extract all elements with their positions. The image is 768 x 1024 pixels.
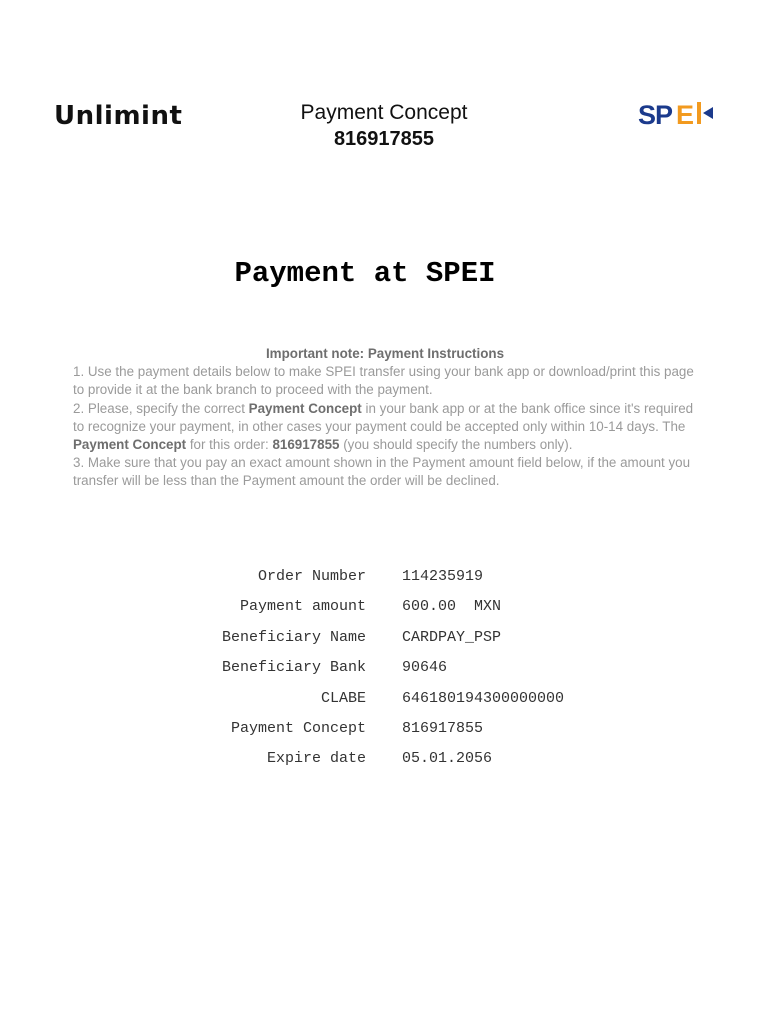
detail-row-beneficiary-bank bbox=[0, 653, 768, 683]
detail-value: 600.00 MXN bbox=[402, 598, 502, 616]
detail-value: CARDPAY_PSP bbox=[402, 628, 502, 646]
detail-row-payment-amount bbox=[0, 592, 768, 622]
instruction-step-2: 2. Please, specify the correct Payment Concept in your bank app or at the bank office since it's required to recognize your payment, in other cases your payment could be accepted only within 10-14 days. The Payment Concept for this order: 816917855 (you should specify the numbers only). bbox=[73, 400, 694, 453]
detail-label: Expire date bbox=[266, 750, 366, 768]
payment-concept-number: 816917855 bbox=[333, 128, 435, 150]
detail-value: 05.01.2056 bbox=[402, 750, 493, 768]
detail-value: 646180194300000000 bbox=[402, 689, 565, 707]
payment-concept-label: Payment Concept bbox=[300, 101, 468, 124]
unlimint-logo: Unlimint bbox=[54, 101, 183, 131]
detail-row-expire-date bbox=[0, 744, 768, 774]
detail-label: CLABE bbox=[320, 689, 366, 707]
detail-label: Payment Concept bbox=[230, 719, 366, 737]
detail-label: Payment amount bbox=[239, 598, 366, 616]
detail-row-order-number bbox=[0, 562, 768, 592]
page-title: Payment at SPEI bbox=[234, 257, 496, 290]
svg-text:E: E bbox=[676, 100, 695, 128]
spei-logo bbox=[638, 100, 718, 128]
detail-label: Beneficiary Name bbox=[221, 628, 366, 646]
instructions-title: Important note: Payment Instructions bbox=[265, 346, 505, 361]
detail-row-beneficiary-name bbox=[0, 623, 768, 653]
detail-row-clabe bbox=[0, 684, 768, 714]
payment-instructions bbox=[73, 345, 697, 491]
instruction-step-3: 3. Make sure that you pay an exact amount shown in the Payment amount field below, if the amount you transfer will be less than the Payment amount the order will be declined. bbox=[73, 455, 691, 489]
svg-text:SP: SP bbox=[638, 100, 673, 128]
detail-label: Order Number bbox=[257, 568, 366, 585]
payment-concept-header bbox=[234, 100, 534, 152]
detail-label: Beneficiary Bank bbox=[221, 659, 366, 677]
detail-row-payment-concept bbox=[0, 714, 768, 744]
payment-details-table bbox=[0, 562, 768, 775]
detail-value: 114235919 bbox=[402, 568, 484, 585]
instruction-step-1: 1. Use the payment details below to make SPEI transfer using your bank app or download/print this page to provide it at the bank branch to proceed with the payment. bbox=[73, 364, 694, 398]
page-header bbox=[0, 100, 768, 160]
detail-value: 90646 bbox=[402, 659, 448, 677]
detail-value: 816917855 bbox=[402, 719, 484, 737]
